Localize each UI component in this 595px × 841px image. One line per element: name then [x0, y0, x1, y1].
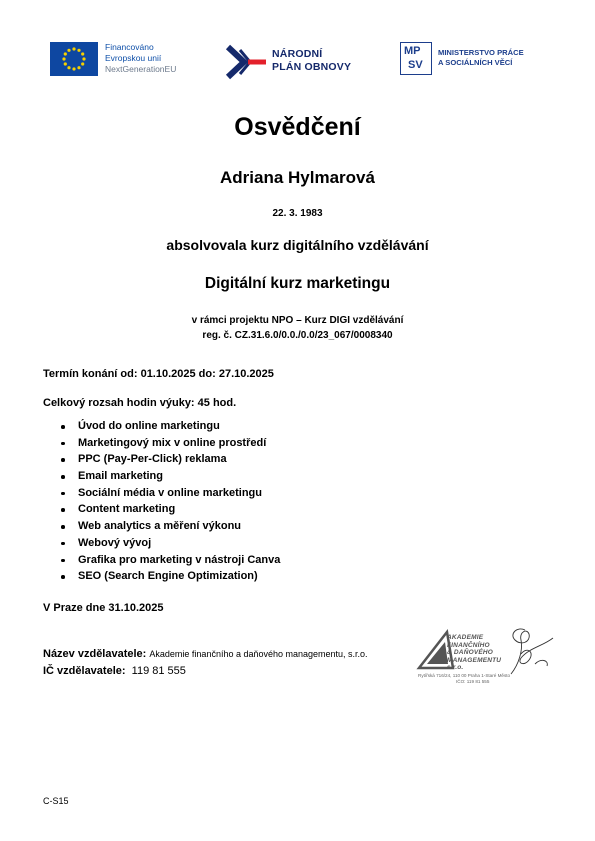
eu-flag-icon: [50, 42, 98, 76]
topic-item: Webový vývoj: [43, 535, 280, 552]
npo-logo-line1: NÁRODNÍ: [272, 48, 323, 60]
eu-funding-logo: [50, 42, 200, 80]
topic-item: Email marketing: [43, 468, 280, 485]
mpsv-emblem-icon: [400, 42, 432, 75]
npo-arrow-icon: [224, 42, 268, 82]
topic-list: [43, 418, 280, 585]
provider-id-label: IČ vzdělavatele:: [43, 665, 126, 677]
mpsv-logo-line1: MINISTERSTVO PRÁCE: [438, 48, 524, 57]
registration-number: reg. č. CZ.31.6.0/0.0./0.0/23_067/0008340: [202, 330, 393, 341]
eu-logo-line3: NextGenerationEU: [105, 64, 177, 74]
signature: [495, 624, 563, 684]
npo-logo: [224, 42, 364, 82]
provider-name: Akademie finančního a daňového managementu, s.r.o.: [149, 649, 368, 659]
provider-row: [43, 648, 368, 660]
place-and-date: V Praze dne 31.10.2025: [43, 602, 164, 614]
stamp-line1: AKADEMIE: [447, 634, 484, 641]
stamp-ico: IČO: 119 81 555: [456, 679, 490, 684]
stamp-line4: MANAGEMENTU: [447, 656, 502, 664]
certificate-title: Osvědčení: [234, 113, 361, 141]
recipient-name: Adriana Hylmarová: [220, 168, 375, 187]
project-line: v rámci projektu NPO – Kurz DIGI vzdělávání: [191, 315, 404, 326]
topic-item: Úvod do online marketingu: [43, 418, 280, 435]
provider-id-row: [43, 665, 186, 677]
course-term: Termín konání od: 01.10.2025 do: 27.10.2025: [43, 368, 274, 380]
stamp-address: Rytířská 716/24, 110 00 Praha 1-Staré Město: [418, 673, 511, 678]
topic-item: SEO (Search Engine Optimization): [43, 568, 280, 585]
mpsv-emblem-top: MP: [404, 45, 421, 57]
stamp-line2: FINANČNÍHO: [447, 641, 490, 649]
mpsv-logo-line2: A SOCIÁLNÍCH VĚCÍ: [438, 58, 513, 67]
mpsv-emblem-bottom: SV: [408, 59, 423, 71]
form-code: C-S15: [43, 796, 69, 806]
eu-logo-line2: Evropskou unií: [105, 53, 162, 63]
npo-logo-line2: PLÁN OBNOVY: [272, 61, 352, 73]
stamp-line3: & DAŇOVÉHO: [447, 649, 494, 656]
topic-item: Content marketing: [43, 501, 280, 518]
course-hours: Celkový rozsah hodin výuky: 45 hod.: [43, 397, 237, 409]
topic-item: Sociální média v online marketingu: [43, 485, 280, 502]
topic-item: PPC (Pay-Per-Click) reklama: [43, 451, 280, 468]
company-stamp: [413, 624, 563, 714]
completion-statement: absolvovala kurz digitálního vzdělávání: [166, 237, 429, 253]
course-name: Digitální kurz marketingu: [204, 275, 391, 292]
birth-date: 22. 3. 1983: [272, 208, 323, 219]
provider-label: Název vzdělavatele:: [43, 648, 147, 660]
topic-item: Grafika pro marketing v nástroji Canva: [43, 552, 280, 569]
eu-logo-line1: Financováno: [105, 42, 154, 52]
provider-id-value: 119 81 555: [131, 665, 186, 677]
stamp-line5: s.r.o.: [447, 664, 464, 671]
mpsv-logo: [400, 42, 550, 78]
topic-item: Web analytics a měření výkonu: [43, 518, 280, 535]
topic-item: Marketingový mix v online prostředí: [43, 435, 280, 452]
